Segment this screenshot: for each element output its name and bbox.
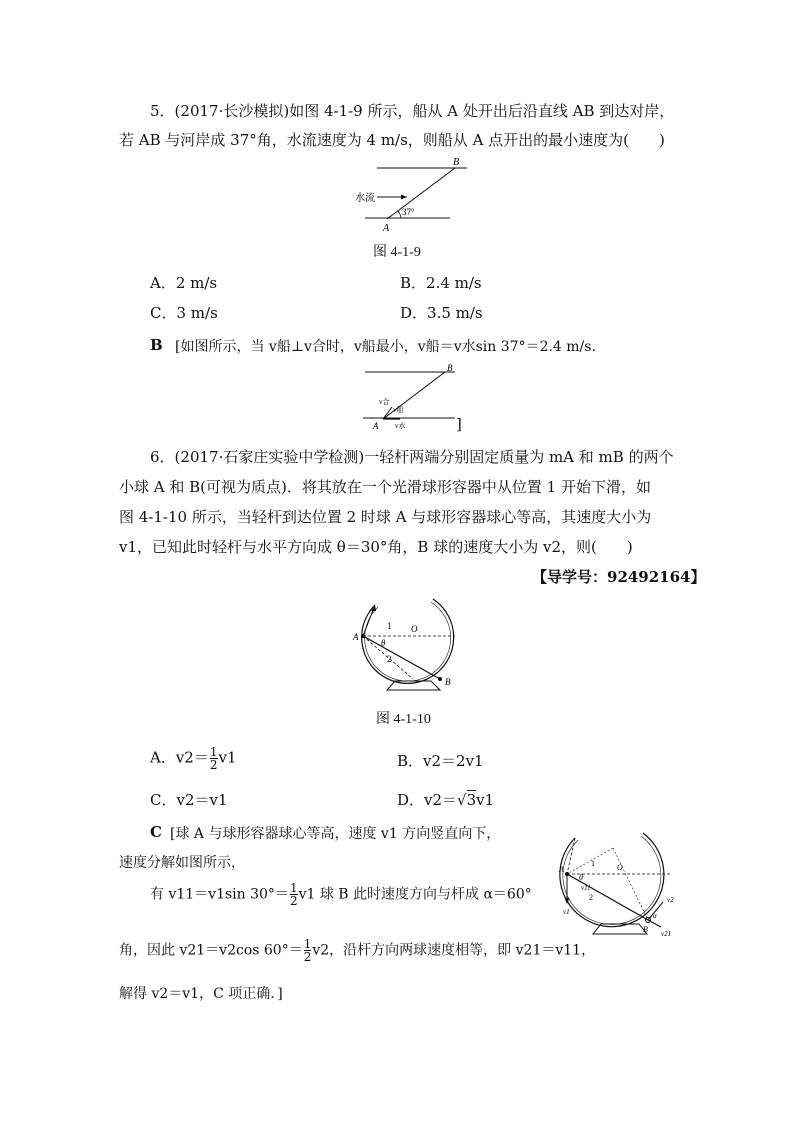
q6-option-a: [150, 746, 237, 771]
q6-sol4: [119, 938, 595, 963]
q5-answer-text: [如图所示，当 v船⊥v合时，v船最小，v船＝v水sin 37°＝2.4 m/s.: [175, 339, 596, 355]
sol-bowl-outer: [560, 833, 664, 927]
q5-option-c: C．3 m/s: [150, 304, 218, 322]
sol-aux-2: [613, 848, 648, 920]
q6-line4: v1，已知此时轻杆与水平方向成 θ＝30°角，B 球的速度大小为 v2，则( ): [119, 538, 633, 556]
q6-line1: 6．(2017·石家庄实验中学检测)一轻杆两端分别固定质量为 mA 和 mB 的两个: [150, 448, 674, 466]
q6-sol4-pre: 角，因此 v21＝v2cos 60°＝: [119, 942, 303, 959]
q6-sol3-den: 2: [289, 894, 298, 908]
q6-option-b: B．v2＝2v1: [397, 752, 484, 770]
fig10-label-B: B: [445, 677, 451, 687]
sol-label-v1: v1: [563, 908, 570, 916]
ball-B: [438, 677, 442, 681]
fig10-label-A: A: [353, 632, 359, 642]
sol-label-v21: v21: [661, 930, 672, 938]
sol-label-B: B: [643, 925, 648, 934]
q5-option-d: D．3.5 m/s: [400, 304, 483, 322]
label-water-flow: 水流: [355, 193, 375, 204]
label-B: B: [453, 157, 460, 168]
q5-answer-figure: [355, 362, 465, 432]
ball-A: [361, 634, 365, 638]
q6-option-d-prefix: D．v2＝: [397, 791, 458, 809]
q6-sol3-num: 1: [289, 881, 298, 895]
sol-label-v2: v2: [667, 896, 674, 904]
q6-line3: 图 4-1-10 所示，当轻杆到达位置 2 时球 A 与球形容器球心等高，其速度大小为: [119, 508, 652, 526]
q6-option-a-fraction: [210, 746, 218, 771]
q6-figure-caption: 图 4-1-10: [376, 712, 431, 727]
q5-line2: 若 AB 与河岸成 37°角，水流速度为 4 m/s，则船从 A 点开出的最小速度为( ): [119, 131, 665, 149]
rod-position-2: [363, 636, 440, 679]
bowl-outer: [362, 599, 454, 683]
q6-sol3-pre: 有 v11＝v1sin 30°＝: [150, 886, 289, 903]
q6-solution-figure: [545, 828, 695, 943]
sol-label-A: A: [559, 865, 564, 874]
bowl-inner: [365, 602, 451, 681]
q6-sol4-fraction: [304, 938, 312, 963]
sol-label-O: O: [617, 863, 623, 872]
q6-line2: 小球 A 和 B(可视为质点)．将其放在一个光滑球形容器中从位置 1 开始下滑，如: [119, 478, 651, 496]
label-angle: 37°: [402, 207, 415, 217]
q5-answer-close: ]: [456, 415, 462, 433]
sol-aux-1: [567, 848, 613, 874]
q6-sol3: [150, 882, 532, 907]
q6-option-d-root: 3: [466, 791, 477, 809]
q6-option-c: C．v2＝v1: [150, 791, 228, 809]
sol-label-alpha: α: [653, 912, 657, 920]
water-flow-arrowhead: [401, 195, 407, 200]
q6-sol1: [球 A 与球形容器球心等高，速度 v1 方向竖直向下，: [170, 826, 501, 842]
fig10-label-O: O: [411, 624, 418, 634]
sol-label-2: 2: [589, 893, 593, 902]
sol-ball-A: [565, 872, 569, 876]
q5-option-b: B．2.4 m/s: [400, 274, 482, 292]
q6-guide-number: 【导学号：92492164】: [532, 568, 706, 586]
q5-figure-caption: 图 4-1-9: [373, 245, 421, 260]
q6-sol3-post: v1 球 B 此时速度方向与杆成 α＝60°: [298, 886, 532, 903]
q5-line1: 5．(2017·长沙模拟)如图 4-1-9 所示，船从 A 处开出后沿直线 AB 到达对岸，: [150, 102, 675, 120]
sol-label-v11: v11: [581, 884, 591, 892]
label-A: A: [383, 223, 390, 234]
path-AB: [387, 168, 455, 219]
q6-option-a-num: 1: [209, 745, 218, 759]
q6-sol5: 解得 v2＝v1，C 项正确．]: [119, 986, 283, 1002]
answer-label-v-he: v合: [379, 398, 390, 406]
q6-answer-letter: C: [150, 823, 162, 841]
sol-label-1: 1: [591, 859, 595, 868]
q6-sol2: 速度分解如图所示，: [119, 855, 245, 871]
sqrt-sign: √: [457, 791, 467, 809]
q6-option-a-den: 2: [209, 758, 218, 772]
q6-sol4-den: 2: [303, 950, 312, 964]
answer-label-B: B: [447, 363, 453, 373]
q6-option-d: [397, 789, 494, 810]
q6-sol3-fraction: [290, 882, 298, 907]
q6-option-a-suffix: v1: [218, 748, 237, 767]
answer-label-v-shui: v水: [395, 422, 406, 430]
fig10-label-1: 1: [387, 621, 392, 631]
figure-4-1-10: [345, 595, 470, 695]
q6-option-d-suffix: v1: [476, 791, 495, 809]
q6-sol4-num: 1: [303, 937, 312, 951]
sol-label-theta: θ: [579, 873, 583, 882]
fig10-label-2: 2: [387, 654, 392, 664]
q5-answer-letter: B: [150, 336, 163, 354]
q5-option-a: A．2 m/s: [150, 274, 218, 292]
answer-label-v-chuan: v船: [393, 406, 404, 414]
figure-4-1-9: [345, 155, 485, 235]
angle-arc: [398, 211, 401, 218]
q6-sol4-post: v2，沿杆方向两球速度相等，即 v21＝v11，: [312, 942, 596, 959]
answer-label-A: A: [373, 421, 379, 431]
q6-option-a-prefix: A．v2＝: [150, 748, 209, 767]
fig10-label-theta: θ: [381, 638, 386, 648]
